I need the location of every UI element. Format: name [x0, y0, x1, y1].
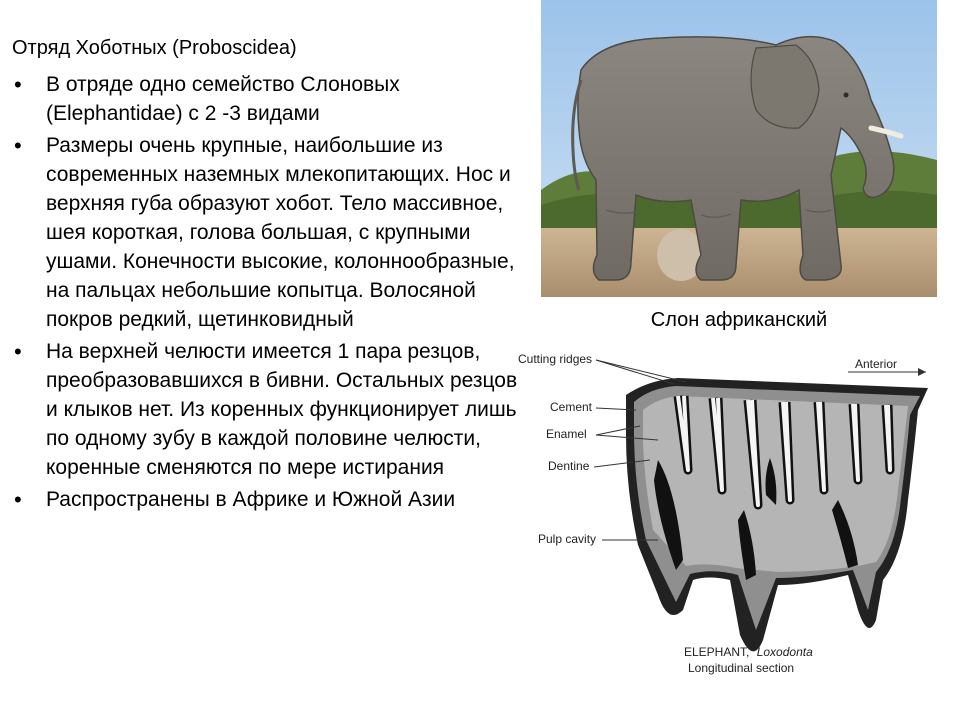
- cutting-ridges-label: Cutting ridges: [518, 352, 593, 366]
- tooth-section-svg: [508, 340, 936, 685]
- diagram-caption-genus: Loxodonta: [756, 645, 813, 659]
- diagram-caption-genus-prefix: ELEPHANT,: [684, 645, 750, 659]
- dentine-label: Dentine: [548, 459, 590, 473]
- diagram-caption-prefix: [684, 645, 813, 659]
- bullet-dot: •: [14, 339, 22, 364]
- slide-title: Отряд Хоботных (Proboscidea): [12, 37, 297, 59]
- diagram-caption-section: Longitudinal section: [688, 661, 795, 675]
- bullet-text: Размеры очень крупные, наибольшие из современных наземных млекопитающих. Нос и верхняя губа образуют хобот. Тело массивное, шея короткая, голова большая, с крупными ушами. Конечности высокие, колоннообразные, на пальцах небольшие копытца. Волосяной покров редкий, щетинковидный: [46, 134, 515, 331]
- enamel-label: Enamel: [546, 427, 587, 441]
- bullet-text: В отряде одно семейство Слоновых (Elephantidae) с 2 -3 видами: [46, 73, 400, 125]
- bullet-dot: •: [14, 72, 22, 97]
- bullet-text: На верхней челюсти имеется 1 пара резцов, преобразовавшихся в бивни. Остальных резцов и клыков нет. Из коренных функционирует лишь по одному зубу в каждой половине челюсти, коренные сменяются по мере истирания: [46, 340, 518, 479]
- anterior-label: Anterior: [855, 357, 898, 371]
- bullet-list: [12, 70, 522, 517]
- photo-caption: Слон африканский: [650, 309, 828, 331]
- bullet-dot: •: [14, 487, 22, 512]
- bullet-item: [12, 131, 522, 334]
- bullet-item: [12, 337, 522, 482]
- elephant-illustration: [541, 0, 937, 297]
- bullet-text: Распространены в Африке и Южной Азии: [46, 488, 456, 511]
- bullet-item: [12, 485, 522, 514]
- pulp-cavity-label: Pulp cavity: [538, 532, 597, 546]
- bullet-dot: •: [14, 133, 22, 158]
- cement-label: Cement: [550, 400, 593, 414]
- elephant-photo: [541, 0, 937, 297]
- bullet-item: [12, 70, 522, 128]
- tooth-section-diagram: [508, 340, 936, 685]
